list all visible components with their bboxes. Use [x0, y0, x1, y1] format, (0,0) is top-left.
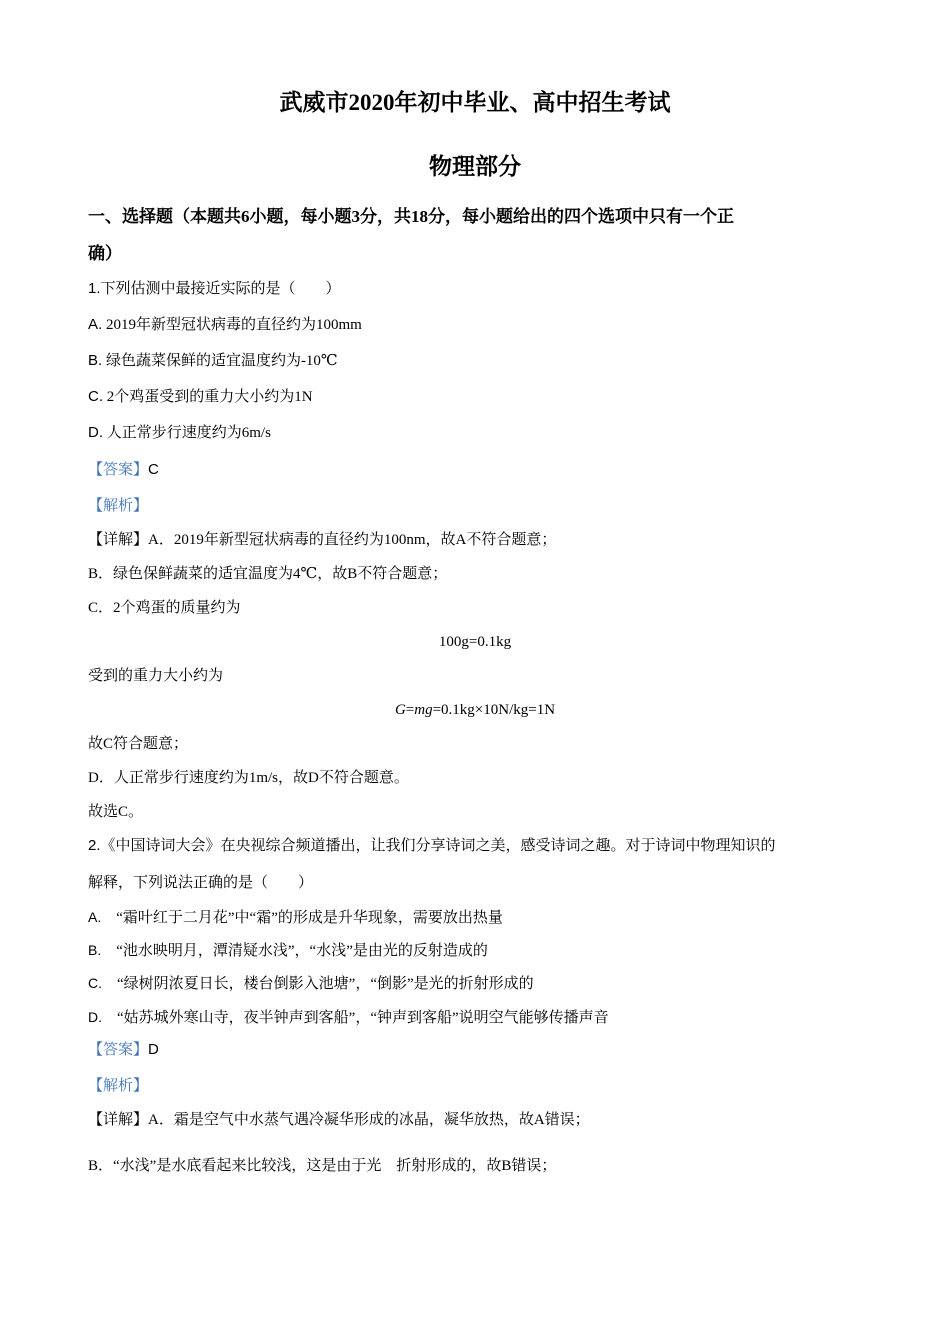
q1-option-b-label: B. — [88, 352, 103, 369]
exam-title: 武威市2020年初中毕业、高中招生考试 — [279, 90, 671, 115]
q2-stem-line1 — [88, 836, 776, 856]
q1-final: 故选C。 — [88, 804, 144, 820]
q2-option-b-text: “池水映明月，潭清疑水浅”，“水浅”是由光的反射造成的 — [101, 943, 488, 959]
q2-analysis-tag: 【解析】 — [88, 1078, 149, 1094]
q2-option-a-text: “霜叶红于二月花”中“霜”的形成是升华现象，需要放出热量 — [101, 910, 503, 926]
q1-option-c — [88, 387, 313, 407]
formula-g-mg: mg — [414, 702, 433, 718]
q2-option-a-label: A. — [88, 909, 102, 925]
q1-option-c-text: 2个鸡蛋受到的重力大小约为1N — [103, 389, 313, 405]
q1-gravity-text: 受到的重力大小约为 — [88, 668, 224, 684]
formula-g-var: G — [394, 702, 406, 718]
q1-option-c-label: C. — [88, 388, 103, 405]
q2-answer-tag: 【答案】 — [88, 1042, 149, 1058]
formula-g-eq: = — [405, 702, 415, 718]
q2-option-d-text: “姑苏城外寒山寺，夜半钟声到客船”，“钟声到客船”说明空气能够传播声音 — [102, 1010, 609, 1026]
q1-detail-c: C．2个鸡蛋的质量约为 — [88, 600, 241, 616]
q2-detail-a — [88, 1110, 590, 1130]
q1-option-d-label: D. — [88, 424, 103, 441]
q1-option-a-label: A. — [88, 316, 103, 333]
formula-g-rest: =0.1kg×10N/kg=1N — [432, 702, 556, 718]
q2-option-a — [88, 907, 503, 928]
q1-stem-text: 下列估测中最接近实际的是（ ） — [100, 281, 341, 297]
section-title: 物理部分 — [429, 154, 521, 179]
q2-option-c-label: C. — [88, 975, 102, 991]
q1-detail-a-text: A．2019年新型冠状病毒的直径约为100nm，故A不符合题意； — [148, 532, 557, 548]
q2-option-d-label: D. — [88, 1009, 102, 1025]
q1-formula-mass: 100g=0.1kg — [438, 634, 512, 650]
q1-c-conclusion: 故C符合题意； — [88, 736, 189, 752]
q2-stem-text: 《中国诗词大会》在央视综合频道播出，让我们分享诗词之美，感受诗词之趣。对于诗词中物理知识的 — [100, 838, 776, 854]
q2-answer-value: D — [148, 1041, 159, 1058]
q2-detail-b: B．“水浅”是水底看起来比较浅，这是由于光 折射形成的，故B错误； — [88, 1158, 557, 1174]
q1-formula-gravity — [0, 700, 950, 720]
q1-detail-d: D．人正常步行速度约为1m/s，故D不符合题意。 — [88, 770, 409, 786]
q2-answer — [88, 1040, 159, 1060]
section-heading-line2: 确） — [88, 244, 122, 263]
q1-option-b-text: 绿色蔬菜保鲜的适宜温度约为-10℃ — [102, 353, 338, 369]
q1-answer — [88, 460, 159, 480]
q1-option-b — [88, 351, 338, 371]
q1-detail-b: B．绿色保鲜蔬菜的适宜温度为4℃，故B不符合题意； — [88, 566, 448, 582]
q1-answer-value: C — [148, 461, 159, 478]
q1-answer-tag: 【答案】 — [88, 462, 149, 478]
q1-number: 1. — [88, 280, 101, 297]
q2-option-b — [88, 940, 488, 961]
q1-option-a — [88, 315, 362, 335]
q1-detail-a — [88, 530, 556, 550]
q1-analysis-tag: 【解析】 — [88, 498, 149, 514]
q2-detail-tag: 【详解】 — [88, 1112, 149, 1128]
q2-detail-a-text: A．霜是空气中水蒸气遇冷凝华形成的冰晶，凝华放热，故A错误； — [148, 1112, 590, 1128]
q2-option-c — [88, 973, 534, 994]
section-heading-line1: 一、选择题（本题共6小题，每小题3分，共18分，每小题给出的四个选项中只有一个正 — [88, 207, 734, 226]
q2-stem-line2: 解释，下列说法正确的是（ ） — [88, 875, 314, 891]
q2-option-c-text: “绿树阴浓夏日长，楼台倒影入池塘”，“倒影”是光的折射形成的 — [102, 976, 534, 992]
q1-option-a-text: 2019年新型冠状病毒的直径约为100mm — [102, 317, 362, 333]
q2-number: 2. — [88, 837, 101, 854]
q1-option-d-text: 人正常步行速度约为6m/s — [103, 425, 271, 441]
q2-option-b-label: B. — [88, 942, 102, 958]
q1-detail-tag: 【详解】 — [88, 532, 149, 548]
q2-option-d — [88, 1007, 609, 1028]
q1-option-d — [88, 423, 271, 443]
q1-stem — [88, 279, 341, 299]
